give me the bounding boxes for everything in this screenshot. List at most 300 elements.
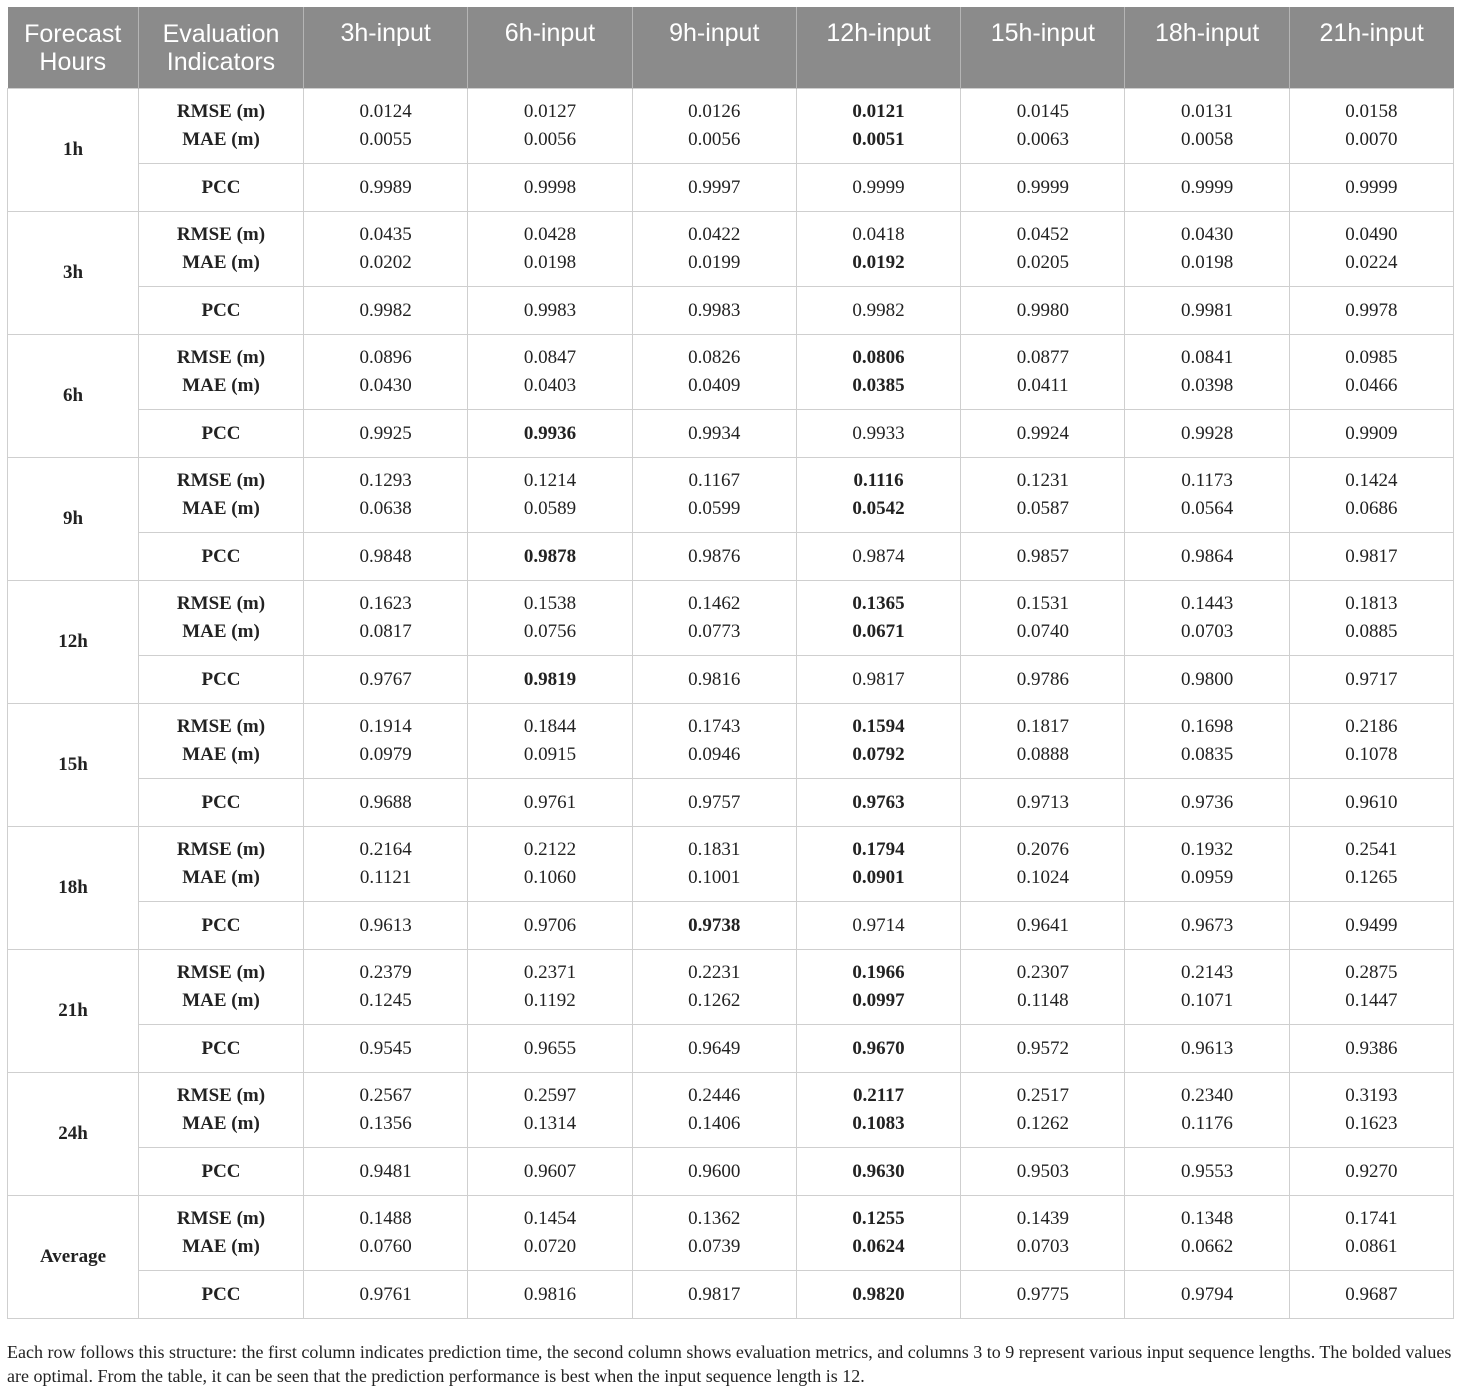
metric-label-cell bbox=[139, 704, 304, 779]
value-cell bbox=[468, 581, 632, 656]
rmse-value: 0.1348 bbox=[1181, 1208, 1234, 1229]
value-cell bbox=[304, 950, 468, 1025]
mae-value: 0.0703 bbox=[1181, 621, 1234, 642]
pcc-label: PCC bbox=[139, 164, 304, 212]
rmse-value: 0.0877 bbox=[1016, 347, 1069, 368]
pcc-value: 0.9864 bbox=[1125, 533, 1289, 581]
metric-label-cell bbox=[139, 458, 304, 533]
value-cell bbox=[304, 1073, 468, 1148]
mae-value: 0.1001 bbox=[688, 867, 741, 888]
value-cell bbox=[304, 335, 468, 410]
rmse-value: 0.1531 bbox=[1016, 593, 1069, 614]
pcc-value: 0.9270 bbox=[1289, 1148, 1453, 1196]
mae-value: 0.0430 bbox=[359, 375, 412, 396]
mae-value: 0.0662 bbox=[1181, 1236, 1234, 1257]
mae-value: 0.0056 bbox=[523, 129, 577, 150]
rmse-value: 0.1167 bbox=[688, 470, 741, 491]
pcc-value: 0.9655 bbox=[468, 1025, 632, 1073]
rmse-value: 0.2446 bbox=[688, 1085, 741, 1106]
mae-value: 0.1265 bbox=[1345, 867, 1398, 888]
pcc-value: 0.9738 bbox=[632, 902, 796, 950]
rmse-value: 0.2541 bbox=[1345, 839, 1398, 860]
pcc-value: 0.9999 bbox=[1289, 164, 1453, 212]
value-cell bbox=[1125, 458, 1289, 533]
results-table bbox=[7, 7, 1454, 1319]
pcc-value: 0.9998 bbox=[468, 164, 632, 212]
rmse-value: 0.2164 bbox=[359, 839, 412, 860]
mae-value: 0.0959 bbox=[1181, 867, 1234, 888]
pcc-value: 0.9767 bbox=[304, 656, 468, 704]
rmse-value: 0.1231 bbox=[1016, 470, 1069, 491]
pcc-value: 0.9630 bbox=[796, 1148, 960, 1196]
pcc-value: 0.9983 bbox=[468, 287, 632, 335]
pcc-value: 0.9688 bbox=[304, 779, 468, 827]
value-cell bbox=[468, 704, 632, 779]
pcc-value: 0.9607 bbox=[468, 1148, 632, 1196]
pcc-value: 0.9800 bbox=[1125, 656, 1289, 704]
pcc-value: 0.9545 bbox=[304, 1025, 468, 1073]
rmse-value: 0.0490 bbox=[1345, 224, 1398, 245]
pcc-value: 0.9600 bbox=[632, 1148, 796, 1196]
mae-value: 0.1314 bbox=[523, 1113, 577, 1134]
table-row bbox=[8, 1271, 1454, 1319]
mae-value: 0.1447 bbox=[1345, 990, 1398, 1011]
forecast-hour-cell: 6h bbox=[8, 335, 139, 458]
value-cell bbox=[632, 704, 796, 779]
rmse-value: 0.0452 bbox=[1016, 224, 1069, 245]
mae-value: 0.0224 bbox=[1345, 252, 1398, 273]
mae-value: 0.0915 bbox=[523, 744, 577, 765]
rmse-value: 0.2340 bbox=[1181, 1085, 1234, 1106]
column-header: 9h-input bbox=[632, 7, 796, 89]
pcc-label: PCC bbox=[139, 1025, 304, 1073]
value-cell bbox=[1125, 704, 1289, 779]
mae-value: 0.1024 bbox=[1016, 867, 1069, 888]
value-cell bbox=[1125, 581, 1289, 656]
mae-value: 0.0638 bbox=[359, 498, 412, 519]
pcc-label: PCC bbox=[139, 287, 304, 335]
pcc-label: PCC bbox=[139, 1148, 304, 1196]
rmse-value: 0.1214 bbox=[523, 470, 577, 491]
mae-value: 0.0888 bbox=[1016, 744, 1069, 765]
rmse-value: 0.0428 bbox=[523, 224, 577, 245]
rmse-value: 0.2517 bbox=[1016, 1085, 1069, 1106]
metric-label-cell bbox=[139, 1073, 304, 1148]
pcc-value: 0.9649 bbox=[632, 1025, 796, 1073]
mae-value: 0.0403 bbox=[523, 375, 577, 396]
rmse-label: RMSE (m) bbox=[176, 347, 266, 368]
mae-label: MAE (m) bbox=[182, 375, 260, 396]
value-cell bbox=[796, 950, 960, 1025]
value-cell bbox=[304, 581, 468, 656]
rmse-value: 0.3193 bbox=[1345, 1085, 1398, 1106]
mae-value: 0.0997 bbox=[852, 990, 905, 1011]
pcc-value: 0.9817 bbox=[632, 1271, 796, 1319]
pcc-value: 0.9980 bbox=[961, 287, 1125, 335]
value-cell bbox=[961, 458, 1125, 533]
mae-value: 0.0542 bbox=[852, 498, 905, 519]
rmse-value: 0.1932 bbox=[1181, 839, 1234, 860]
pcc-label: PCC bbox=[139, 1271, 304, 1319]
pcc-label: PCC bbox=[139, 902, 304, 950]
mae-value: 0.0589 bbox=[523, 498, 577, 519]
pcc-value: 0.9981 bbox=[1125, 287, 1289, 335]
value-cell bbox=[961, 950, 1125, 1025]
value-cell bbox=[1125, 212, 1289, 287]
rmse-value: 0.1255 bbox=[852, 1208, 905, 1229]
forecast-hour-cell: 1h bbox=[8, 89, 139, 212]
value-cell bbox=[1289, 212, 1453, 287]
rmse-label: RMSE (m) bbox=[176, 839, 266, 860]
mae-value: 0.0564 bbox=[1181, 498, 1234, 519]
pcc-value: 0.9713 bbox=[961, 779, 1125, 827]
rmse-value: 0.1439 bbox=[1016, 1208, 1069, 1229]
table-row bbox=[8, 827, 1454, 902]
pcc-value: 0.9736 bbox=[1125, 779, 1289, 827]
value-cell bbox=[796, 704, 960, 779]
rmse-value: 0.0435 bbox=[359, 224, 412, 245]
value-cell bbox=[632, 1073, 796, 1148]
pcc-value: 0.9997 bbox=[632, 164, 796, 212]
pcc-value: 0.9874 bbox=[796, 533, 960, 581]
pcc-value: 0.9982 bbox=[796, 287, 960, 335]
mae-value: 0.0198 bbox=[523, 252, 577, 273]
value-cell bbox=[961, 581, 1125, 656]
value-cell bbox=[304, 1196, 468, 1271]
rmse-value: 0.0158 bbox=[1345, 101, 1398, 122]
mae-value: 0.0739 bbox=[688, 1236, 741, 1257]
pcc-value: 0.9909 bbox=[1289, 410, 1453, 458]
mae-value: 0.0055 bbox=[359, 129, 412, 150]
value-cell bbox=[468, 827, 632, 902]
rmse-value: 0.1488 bbox=[359, 1208, 412, 1229]
value-cell bbox=[468, 950, 632, 1025]
rmse-value: 0.2117 bbox=[852, 1085, 905, 1106]
value-cell bbox=[1289, 335, 1453, 410]
mae-value: 0.1262 bbox=[688, 990, 741, 1011]
mae-value: 0.0979 bbox=[359, 744, 412, 765]
pcc-value: 0.9386 bbox=[1289, 1025, 1453, 1073]
mae-value: 0.0703 bbox=[1016, 1236, 1069, 1257]
rmse-value: 0.0124 bbox=[359, 101, 412, 122]
value-cell bbox=[632, 1196, 796, 1271]
rmse-value: 0.1831 bbox=[688, 839, 741, 860]
rmse-value: 0.2597 bbox=[523, 1085, 577, 1106]
rmse-value: 0.1454 bbox=[523, 1208, 577, 1229]
column-header: 3h-input bbox=[304, 7, 468, 89]
metric-label-cell bbox=[139, 950, 304, 1025]
pcc-value: 0.9820 bbox=[796, 1271, 960, 1319]
value-cell bbox=[796, 212, 960, 287]
rmse-value: 0.0826 bbox=[688, 347, 741, 368]
table-body bbox=[8, 89, 1454, 1319]
pcc-value: 0.9848 bbox=[304, 533, 468, 581]
value-cell bbox=[632, 458, 796, 533]
column-header: 18h-input bbox=[1125, 7, 1289, 89]
mae-value: 0.0773 bbox=[688, 621, 741, 642]
mae-value: 0.0946 bbox=[688, 744, 741, 765]
mae-value: 0.0056 bbox=[688, 129, 741, 150]
rmse-value: 0.1173 bbox=[1181, 470, 1233, 491]
pcc-value: 0.9714 bbox=[796, 902, 960, 950]
mae-value: 0.0599 bbox=[688, 498, 741, 519]
mae-label: MAE (m) bbox=[182, 129, 260, 150]
forecast-hour-cell: 15h bbox=[8, 704, 139, 827]
value-cell bbox=[632, 89, 796, 164]
rmse-value: 0.2875 bbox=[1345, 962, 1398, 983]
mae-label: MAE (m) bbox=[182, 498, 260, 519]
value-cell bbox=[1289, 458, 1453, 533]
value-cell bbox=[961, 89, 1125, 164]
value-cell bbox=[1289, 1073, 1453, 1148]
rmse-value: 0.1293 bbox=[359, 470, 412, 491]
value-cell bbox=[468, 1196, 632, 1271]
table-row bbox=[8, 581, 1454, 656]
rmse-label: RMSE (m) bbox=[176, 716, 266, 737]
value-cell bbox=[796, 458, 960, 533]
value-cell bbox=[632, 212, 796, 287]
rmse-value: 0.1741 bbox=[1345, 1208, 1398, 1229]
mae-value: 0.1245 bbox=[359, 990, 412, 1011]
pcc-value: 0.9761 bbox=[304, 1271, 468, 1319]
mae-value: 0.0385 bbox=[852, 375, 905, 396]
mae-value: 0.0063 bbox=[1016, 129, 1069, 150]
mae-label: MAE (m) bbox=[182, 1113, 260, 1134]
rmse-value: 0.2076 bbox=[1016, 839, 1069, 860]
rmse-value: 0.1443 bbox=[1181, 593, 1234, 614]
mae-value: 0.0202 bbox=[359, 252, 412, 273]
forecast-hour-cell: Average bbox=[8, 1196, 139, 1319]
rmse-label: RMSE (m) bbox=[176, 101, 266, 122]
forecast-hour-cell: 9h bbox=[8, 458, 139, 581]
mae-value: 0.0901 bbox=[852, 867, 905, 888]
mae-value: 0.0070 bbox=[1345, 129, 1398, 150]
table-row bbox=[8, 533, 1454, 581]
pcc-value: 0.9572 bbox=[961, 1025, 1125, 1073]
value-cell bbox=[796, 1073, 960, 1148]
pcc-value: 0.9857 bbox=[961, 533, 1125, 581]
value-cell bbox=[304, 458, 468, 533]
value-cell bbox=[304, 704, 468, 779]
value-cell bbox=[961, 827, 1125, 902]
pcc-value: 0.9775 bbox=[961, 1271, 1125, 1319]
mae-label: MAE (m) bbox=[182, 252, 260, 273]
rmse-label: RMSE (m) bbox=[176, 1085, 266, 1106]
mae-value: 0.0624 bbox=[852, 1236, 905, 1257]
value-cell bbox=[796, 89, 960, 164]
rmse-value: 0.1116 bbox=[853, 470, 904, 491]
mae-value: 0.0720 bbox=[523, 1236, 577, 1257]
rmse-value: 0.1813 bbox=[1345, 593, 1398, 614]
pcc-value: 0.9499 bbox=[1289, 902, 1453, 950]
pcc-value: 0.9925 bbox=[304, 410, 468, 458]
rmse-value: 0.1462 bbox=[688, 593, 741, 614]
mae-value: 0.1148 bbox=[1017, 990, 1069, 1011]
value-cell bbox=[468, 335, 632, 410]
mae-value: 0.1176 bbox=[1181, 1113, 1233, 1134]
value-cell bbox=[961, 212, 1125, 287]
pcc-label: PCC bbox=[139, 656, 304, 704]
pcc-value: 0.9757 bbox=[632, 779, 796, 827]
rmse-value: 0.1538 bbox=[523, 593, 577, 614]
column-header: 21h-input bbox=[1289, 7, 1453, 89]
value-cell bbox=[1125, 1196, 1289, 1271]
column-header: 6h-input bbox=[468, 7, 632, 89]
forecast-hour-cell: 21h bbox=[8, 950, 139, 1073]
value-cell bbox=[632, 827, 796, 902]
value-cell bbox=[632, 335, 796, 410]
mae-value: 0.0671 bbox=[852, 621, 905, 642]
mae-value: 0.1060 bbox=[523, 867, 577, 888]
rmse-value: 0.0145 bbox=[1016, 101, 1069, 122]
rmse-value: 0.1817 bbox=[1016, 716, 1069, 737]
forecast-hour-cell: 24h bbox=[8, 1073, 139, 1196]
table-row bbox=[8, 458, 1454, 533]
pcc-value: 0.9999 bbox=[796, 164, 960, 212]
value-cell bbox=[796, 827, 960, 902]
mae-value: 0.0740 bbox=[1016, 621, 1069, 642]
mae-label: MAE (m) bbox=[182, 990, 260, 1011]
value-cell bbox=[796, 1196, 960, 1271]
rmse-value: 0.0126 bbox=[688, 101, 741, 122]
rmse-value: 0.1794 bbox=[852, 839, 905, 860]
pcc-value: 0.9816 bbox=[632, 656, 796, 704]
column-header: 12h-input bbox=[796, 7, 960, 89]
mae-value: 0.1121 bbox=[359, 867, 412, 888]
mae-value: 0.0051 bbox=[852, 129, 905, 150]
table-row bbox=[8, 902, 1454, 950]
rmse-value: 0.2379 bbox=[359, 962, 412, 983]
pcc-value: 0.9610 bbox=[1289, 779, 1453, 827]
rmse-label: RMSE (m) bbox=[176, 224, 266, 245]
mae-value: 0.0835 bbox=[1181, 744, 1234, 765]
rmse-label: RMSE (m) bbox=[176, 962, 266, 983]
value-cell bbox=[961, 1196, 1125, 1271]
pcc-value: 0.9878 bbox=[468, 533, 632, 581]
table-row bbox=[8, 410, 1454, 458]
pcc-value: 0.9933 bbox=[796, 410, 960, 458]
mae-value: 0.0205 bbox=[1016, 252, 1069, 273]
metric-label-cell bbox=[139, 581, 304, 656]
value-cell bbox=[304, 212, 468, 287]
rmse-value: 0.1966 bbox=[852, 962, 905, 983]
forecast-hour-cell: 12h bbox=[8, 581, 139, 704]
mae-value: 0.0192 bbox=[852, 252, 905, 273]
rmse-value: 0.0121 bbox=[852, 101, 905, 122]
pcc-value: 0.9983 bbox=[632, 287, 796, 335]
pcc-value: 0.9936 bbox=[468, 410, 632, 458]
mae-value: 0.0411 bbox=[1017, 375, 1069, 396]
rmse-value: 0.0131 bbox=[1181, 101, 1234, 122]
rmse-label: RMSE (m) bbox=[176, 1208, 266, 1229]
pcc-value: 0.9817 bbox=[796, 656, 960, 704]
metric-label-cell bbox=[139, 1196, 304, 1271]
mae-value: 0.0398 bbox=[1181, 375, 1234, 396]
value-cell bbox=[468, 212, 632, 287]
mae-value: 0.0199 bbox=[688, 252, 741, 273]
table-row bbox=[8, 212, 1454, 287]
pcc-value: 0.9817 bbox=[1289, 533, 1453, 581]
value-cell bbox=[304, 827, 468, 902]
metric-label-cell bbox=[139, 89, 304, 164]
value-cell bbox=[1289, 704, 1453, 779]
pcc-value: 0.9999 bbox=[961, 164, 1125, 212]
value-cell bbox=[1289, 827, 1453, 902]
pcc-value: 0.9982 bbox=[304, 287, 468, 335]
mae-value: 0.0409 bbox=[688, 375, 741, 396]
mae-value: 0.0756 bbox=[523, 621, 577, 642]
rmse-value: 0.0985 bbox=[1345, 347, 1398, 368]
rmse-label: RMSE (m) bbox=[176, 470, 266, 491]
pcc-value: 0.9794 bbox=[1125, 1271, 1289, 1319]
value-cell bbox=[1289, 89, 1453, 164]
pcc-value: 0.9670 bbox=[796, 1025, 960, 1073]
pcc-value: 0.9876 bbox=[632, 533, 796, 581]
pcc-value: 0.9999 bbox=[1125, 164, 1289, 212]
value-cell bbox=[1125, 827, 1289, 902]
mae-value: 0.1078 bbox=[1345, 744, 1398, 765]
rmse-value: 0.1424 bbox=[1345, 470, 1398, 491]
value-cell bbox=[468, 1073, 632, 1148]
table-row bbox=[8, 704, 1454, 779]
value-cell bbox=[796, 581, 960, 656]
rmse-value: 0.2307 bbox=[1016, 962, 1069, 983]
rmse-value: 0.1698 bbox=[1181, 716, 1234, 737]
mae-label: MAE (m) bbox=[182, 1236, 260, 1257]
value-cell bbox=[1125, 950, 1289, 1025]
pcc-value: 0.9503 bbox=[961, 1148, 1125, 1196]
pcc-value: 0.9928 bbox=[1125, 410, 1289, 458]
value-cell bbox=[632, 950, 796, 1025]
mae-value: 0.1083 bbox=[852, 1113, 905, 1134]
value-cell bbox=[1125, 89, 1289, 164]
value-cell bbox=[1289, 1196, 1453, 1271]
table-row bbox=[8, 287, 1454, 335]
value-cell bbox=[304, 89, 468, 164]
mae-value: 0.0466 bbox=[1345, 375, 1398, 396]
mae-value: 0.0885 bbox=[1345, 621, 1398, 642]
rmse-value: 0.2143 bbox=[1181, 962, 1234, 983]
value-cell bbox=[468, 458, 632, 533]
rmse-value: 0.1362 bbox=[688, 1208, 741, 1229]
mae-value: 0.0198 bbox=[1181, 252, 1234, 273]
table-caption: Each row follows this structure: the first column indicates prediction time, the second column shows evaluation metrics, and columns 3 to 9 represent various input sequence lengths. The bolded values are optimal. From the table, it can be seen that the prediction performance is best when the input sequence length is 12. bbox=[7, 1342, 1452, 1386]
rmse-value: 0.1844 bbox=[523, 716, 577, 737]
table-row bbox=[8, 164, 1454, 212]
header-row bbox=[8, 7, 1454, 89]
pcc-value: 0.9687 bbox=[1289, 1271, 1453, 1319]
pcc-value: 0.9613 bbox=[1125, 1025, 1289, 1073]
pcc-value: 0.9613 bbox=[304, 902, 468, 950]
pcc-value: 0.9786 bbox=[961, 656, 1125, 704]
mae-label: MAE (m) bbox=[182, 867, 260, 888]
value-cell bbox=[796, 335, 960, 410]
rmse-value: 0.0422 bbox=[688, 224, 741, 245]
mae-value: 0.0792 bbox=[852, 744, 905, 765]
table-row bbox=[8, 779, 1454, 827]
table-row bbox=[8, 950, 1454, 1025]
value-cell bbox=[1289, 581, 1453, 656]
mae-label: MAE (m) bbox=[182, 621, 260, 642]
rmse-value: 0.1594 bbox=[852, 716, 905, 737]
pcc-value: 0.9816 bbox=[468, 1271, 632, 1319]
column-header: Forecast Hours bbox=[8, 7, 139, 89]
rmse-value: 0.0896 bbox=[359, 347, 412, 368]
table-row bbox=[8, 335, 1454, 410]
mae-value: 0.0686 bbox=[1345, 498, 1398, 519]
pcc-value: 0.9819 bbox=[468, 656, 632, 704]
pcc-value: 0.9553 bbox=[1125, 1148, 1289, 1196]
